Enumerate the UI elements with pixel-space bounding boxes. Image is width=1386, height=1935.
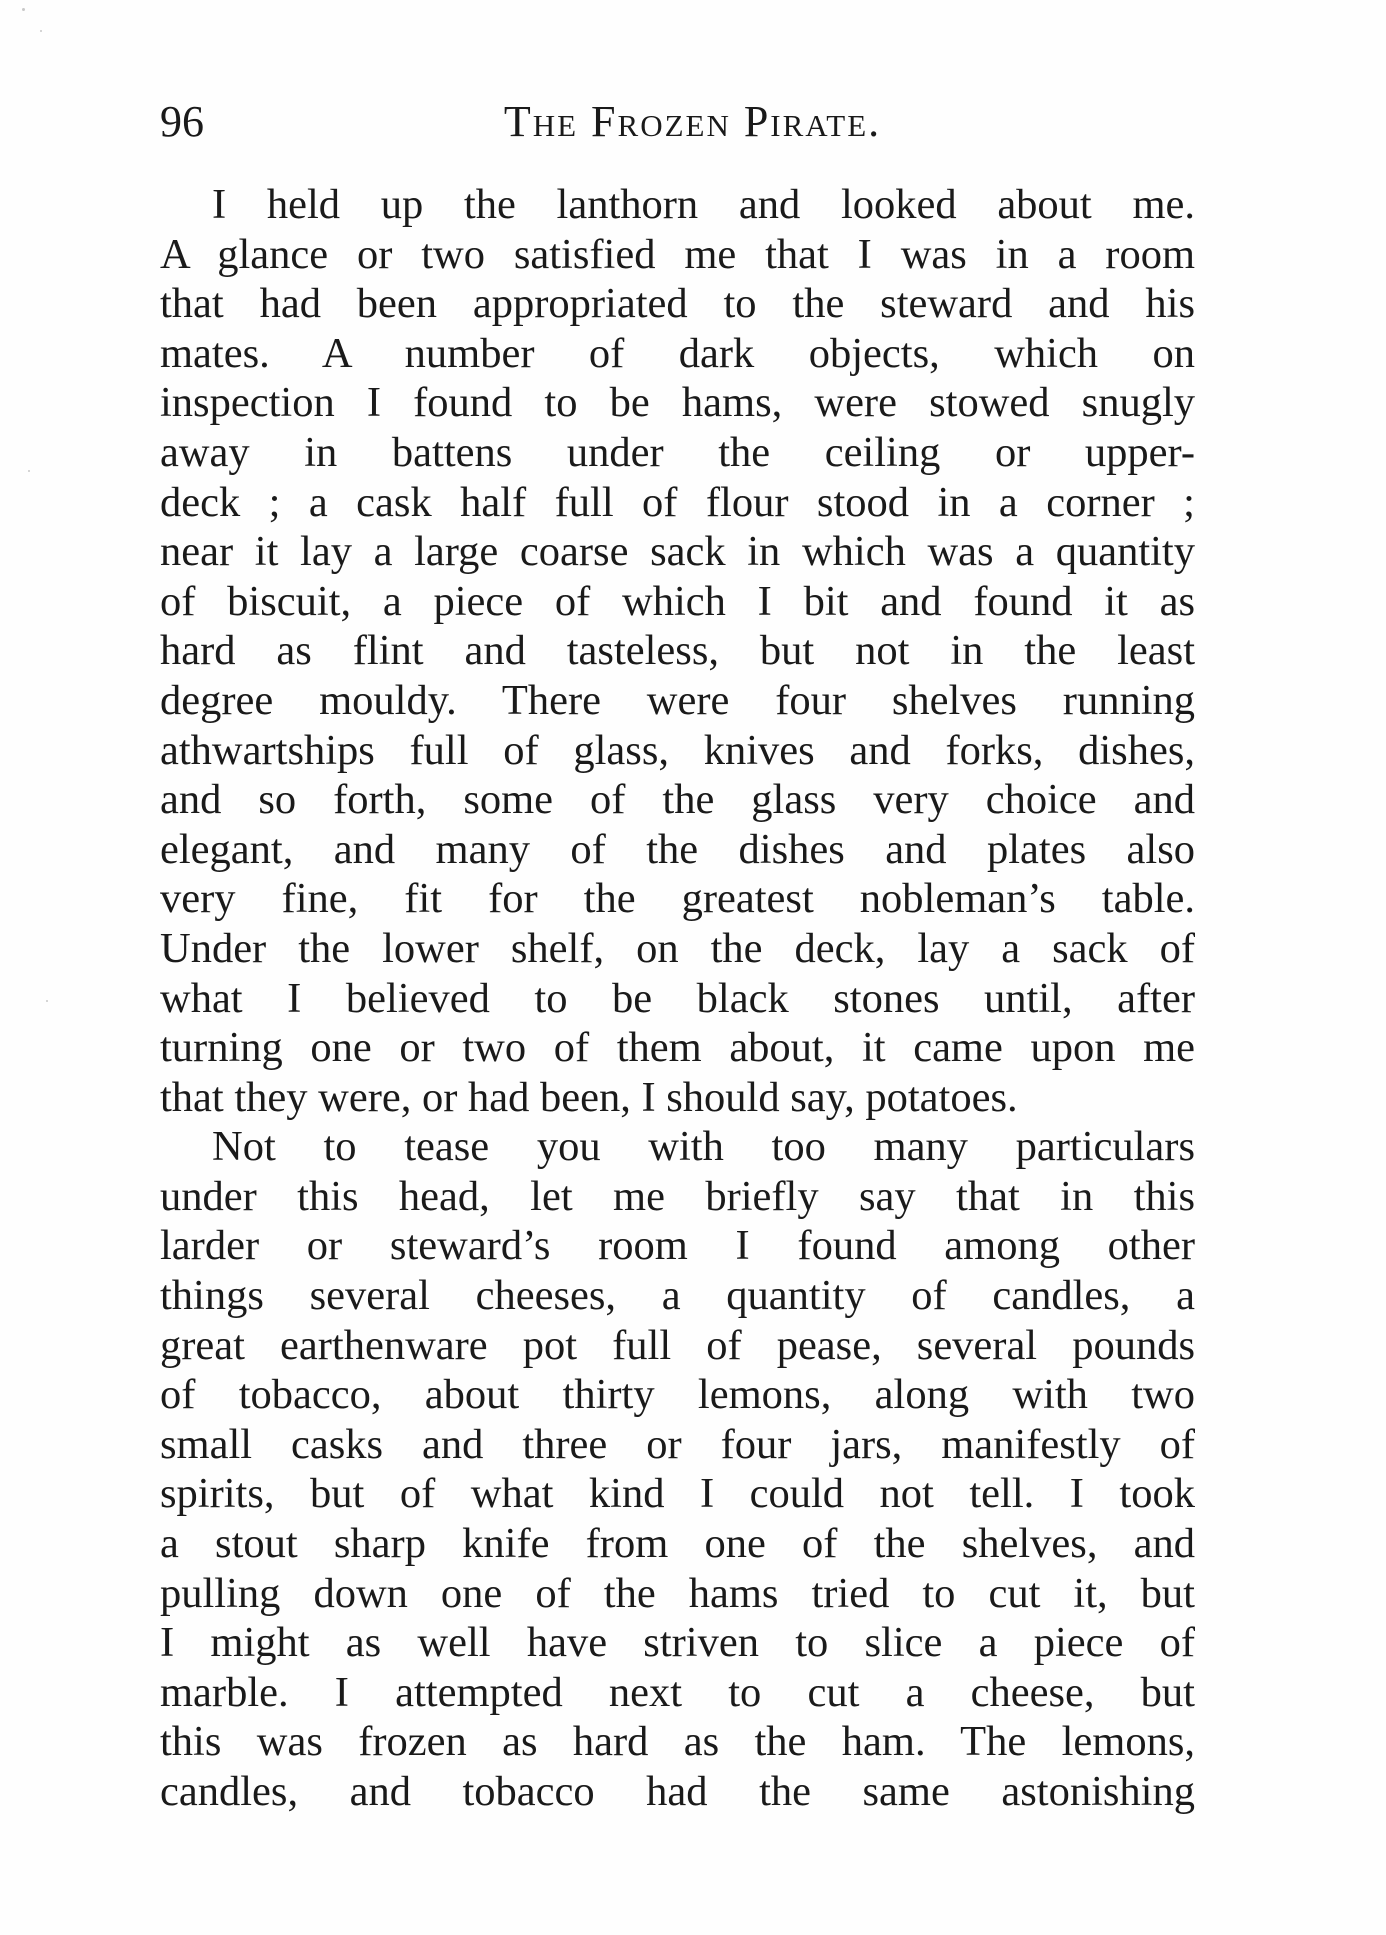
text-line: very fine, fit for the greatest nobleman’s table. [160, 875, 1195, 923]
text-line: turning one or two of them about, it came upon me [160, 1024, 1195, 1072]
text-line: spirits, but of what kind I could not tell. I took [160, 1470, 1195, 1518]
text-line: Under the lower shelf, on the deck, lay a sack of [160, 924, 1195, 972]
text-line: that they were, or had been, I should say, potatoes. [160, 1073, 1018, 1121]
text-line: I held up the lanthorn and looked about me. [212, 181, 1195, 228]
text-line: near it lay a large coarse sack in which was a quantity [160, 528, 1195, 576]
text-line: athwartships full of glass, knives and forks, dishes, [160, 726, 1195, 774]
text-line: Not to tease you with too many particulars [212, 1123, 1195, 1171]
body-text [160, 180, 1195, 1817]
paragraph [160, 1122, 1195, 1816]
book-title: The Frozen Pirate. [503, 97, 882, 146]
text-line: away in battens under the ceiling or upper- [160, 428, 1195, 476]
text-line: of biscuit, a piece of which I bit and found it as [160, 577, 1195, 625]
text-line: inspection I found to be hams, were stowed snugly [160, 379, 1195, 427]
text-line: a stout sharp knife from one of the shelves, and [160, 1520, 1195, 1568]
paper-speck [46, 1000, 48, 1002]
text-line: A glance or two satisfied me that I was in a room [160, 230, 1195, 278]
text-line: what I believed to be black stones until, after [160, 974, 1195, 1022]
text-line: pulling down one of the hams tried to cut it, but [160, 1569, 1195, 1617]
text-line: that had been appropriated to the steward and his [160, 280, 1195, 328]
paper-speck [28, 470, 30, 472]
text-line: of tobacco, about thirty lemons, along with two [160, 1371, 1195, 1419]
paper-speck [22, 8, 25, 11]
paper-speck [40, 30, 42, 32]
running-head [160, 92, 1195, 152]
text-line: candles, and tobacco had the same astonishing [160, 1768, 1195, 1815]
text-line: and so forth, some of the glass very choice and [160, 776, 1195, 824]
text-line: marble. I attempted next to cut a cheese, but [160, 1668, 1195, 1716]
text-line: this was frozen as hard as the ham. The lemons, [160, 1718, 1195, 1766]
text-line: larder or steward’s room I found among other [160, 1222, 1195, 1270]
text-line: small casks and three or four jars, manifestly of [160, 1420, 1195, 1468]
text-line: degree mouldy. There were four shelves running [160, 676, 1195, 724]
text-line: things several cheeses, a quantity of candles, a [160, 1272, 1195, 1320]
text-line: I might as well have striven to slice a piece of [160, 1619, 1195, 1667]
text-line: hard as flint and tasteless, but not in the least [160, 627, 1195, 675]
page-number: 96 [160, 97, 204, 146]
text-line: deck ; a cask half full of flour stood in a corner ; [160, 478, 1195, 526]
text-line: mates. A number of dark objects, which on [160, 329, 1195, 377]
paragraph [160, 180, 1195, 1122]
text-line: elegant, and many of the dishes and plates also [160, 825, 1195, 873]
text-line: under this head, let me briefly say that in this [160, 1172, 1195, 1220]
text-line: great earthenware pot full of pease, several pounds [160, 1321, 1195, 1369]
